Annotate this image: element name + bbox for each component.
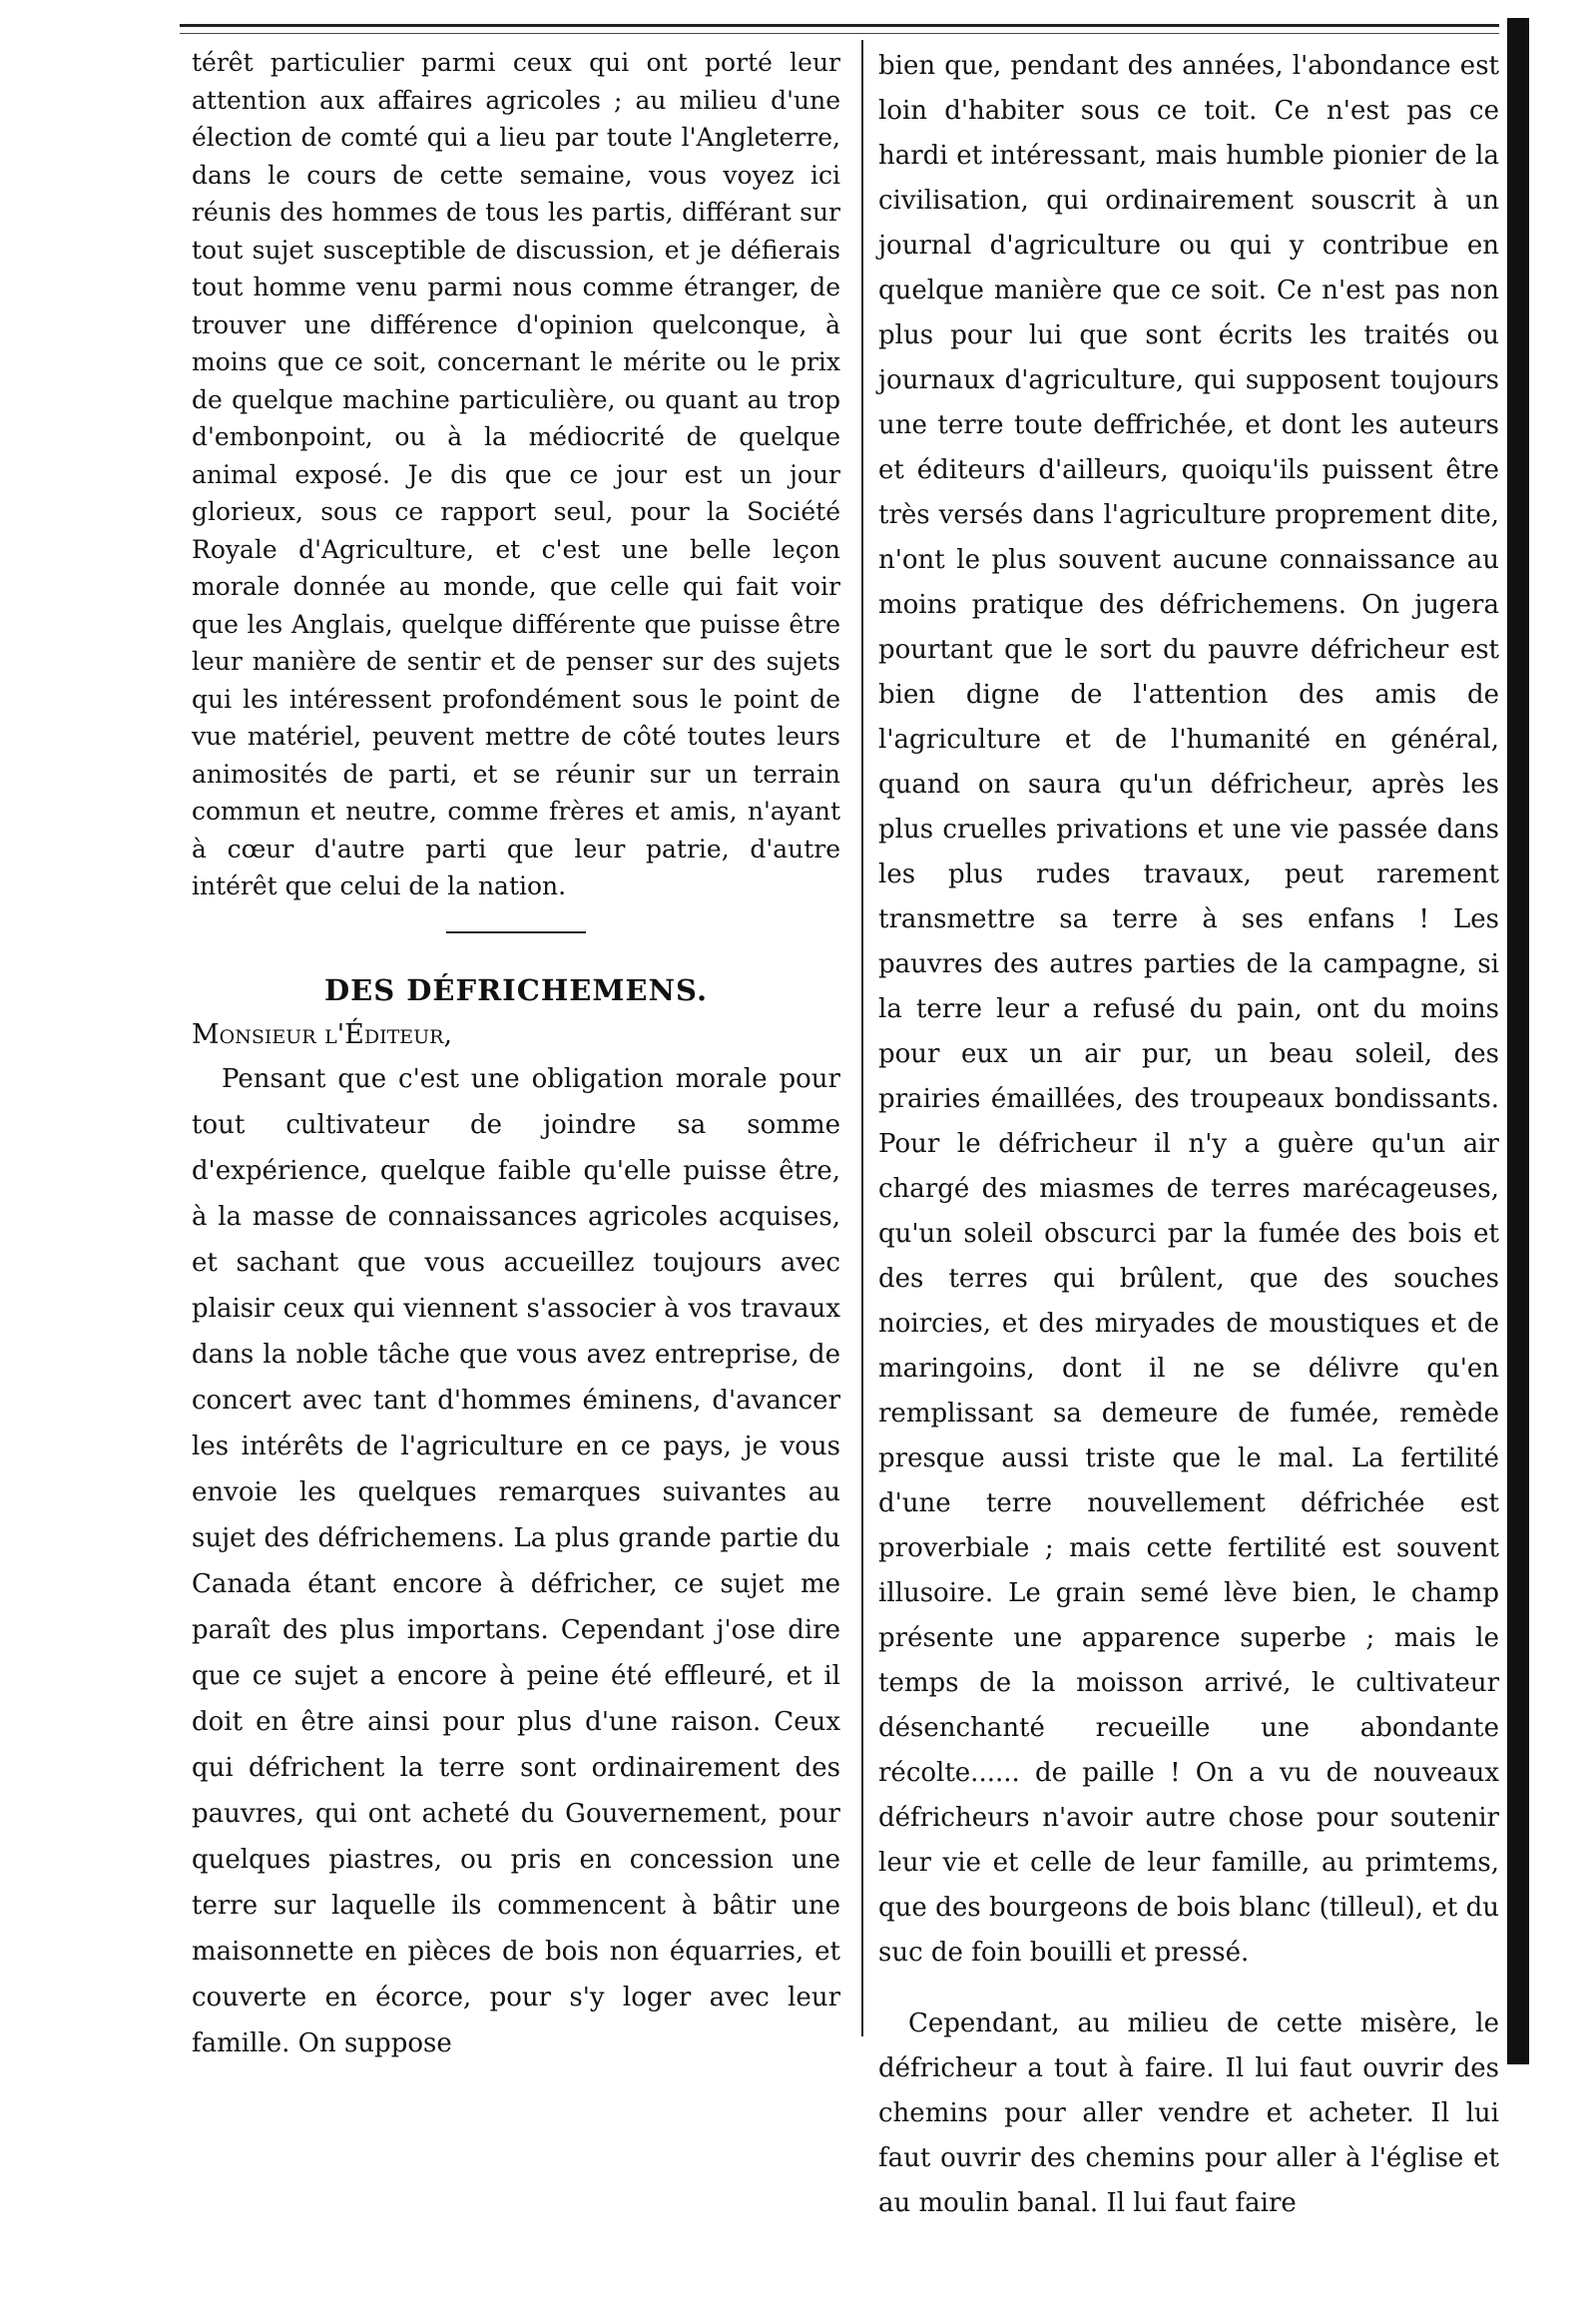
- top-rule: [180, 24, 1499, 34]
- column-divider: [861, 40, 863, 2036]
- section-rule: [446, 931, 586, 933]
- article-title: DES DÉFRICHEMENS.: [323, 972, 709, 1007]
- salutation: Monsieur l'Éditeur,: [192, 1018, 453, 1050]
- right-column: [878, 44, 1499, 2226]
- left-column: [192, 44, 840, 2066]
- page-edge-bar: [1507, 18, 1529, 2064]
- right-paragraph-2: Cependant, au milieu de cette misère, le défricheur a tout à faire. Il lui faut ouvrir des chemins pour aller vendre et acheter. Il lui faut ouvrir des chemins pour aller à l'église et au moulin banal. Il lui faut faire: [878, 2009, 1499, 2218]
- left-paragraph-2: Pensant que c'est une obligation morale pour tout cultivateur de joindre sa somme d'expérience, quelque faible qu'elle puisse être, à la masse de connaissances agricoles acquises, et sachant que vous accueillez toujours avec plaisir ceux qui viennent s'associer à vos travaux dans la noble tâche que vous avez entreprise, de concert avec tant d'hommes éminens, d'avancer les intérêts de l'agriculture en ce pays, je vous envoie les quelques remarques suivantes au sujet des défrichemens. La plus grande partie du Canada étant encore à défricher, ce sujet me paraît des plus importans. Cependant j'ose dire que ce sujet a encore à peine été effleuré, et il doit en être ainsi pour plus d'une raison. Ceux qui défrichent la terre sont ordinairement des pauvres, qui ont acheté du Gouvernement, pour quelques piastres, ou pris en concession une terre sur laquelle ils commencent à bâtir une maisonnette en pièces de bois non équarries, et couverte en écorce, pour s'y loger avec leur famille. On suppose: [192, 1063, 840, 2058]
- left-paragraph-1: térêt particulier parmi ceux qui ont porté leur attention aux affaires agricoles ; au milieu d'une élection de comté qui a lieu par toute l'Angleterre, dans le cours de cette semaine, vous voyez ici réunis des hommes de tous les partis, différant sur tout sujet susceptible de discussion, et je défierais tout homme venu parmi nous comme étranger, de trouver une différence d'opinion quelconque, à moins que ce soit, concernant le mérite ou le prix de quelque machine particulière, ou quant au trop d'embonpoint, ou à la médiocrité de quelque animal exposé. Je dis que ce jour est un jour glorieux, sous ce rapport seul, pour la Société Royale d'Agriculture, et c'est une belle leçon morale donnée au monde, que celle qui fait voir que les Anglais, quelque différente que puisse être leur manière de sentir et de penser sur des sujets qui les intéressent profondément sous le point de vue matériel, peuvent mettre de côté toutes leurs animosités de parti, et se réunir sur un terrain commun et neutre, comme frères et amis, n'ayant à cœur d'autre parti que leur patrie, d'autre intérêt que celui de la nation.: [192, 48, 840, 900]
- right-paragraph-1: bien que, pendant des années, l'abondance est loin d'habiter sous ce toit. Ce n'est pas ce hardi et intéressant, mais humble pionier de la civilisation, qui ordinairement souscrit à un journal d'agriculture ou qui y contribue en quelque manière que ce soit. Ce n'est pas non plus pour lui que sont écrits les traités ou journaux d'agriculture, qui supposent toujours une terre toute deffrichée, et dont les auteurs et éditeurs d'ailleurs, quoiqu'ils puissent être très versés dans l'agriculture proprement dite, n'ont le plus souvent aucune connaissance au moins pratique des défrichemens. On jugera pourtant que le sort du pauvre défricheur est bien digne de l'attention des amis de l'agriculture et de l'humanité en général, quand on saura qu'un défricheur, après les plus cruelles privations et une vie passée dans les plus rudes travaux, peut rarement transmettre sa terre à ses enfans ! Les pauvres des autres parties de la campagne, si la terre leur a refusé du pain, ont du moins pour eux un air pur, un beau soleil, des prairies émaillées, des troupeaux bondissants. Pour le défricheur il n'y a guère qu'un air chargé des miasmes de terres marécageuses, qu'un soleil obscurci par la fumée des bois et des terres qui brûlent, que des souches noircies, et des miryades de moustiques et de maringoins, dont il ne se délivre qu'en remplissant sa demeure de fumée, remède presque aussi triste que le mal. La fertilité d'une terre nouvellement défrichée est proverbiale ; mais cette fertilité est souvent illusoire. Le grain semé lève bien, le champ présente une apparence superbe ; mais le temps de la moisson arrivé, le cultivateur désenchanté recueille une abondante récolte...... de paille ! On a vu de nouveaux défricheurs n'avoir autre chose pour soutenir leur vie et celle de leur famille, au primtems, que des bourgeons de bois blanc (tilleul), et du suc de foin bouilli et pressé.: [878, 51, 1499, 1968]
